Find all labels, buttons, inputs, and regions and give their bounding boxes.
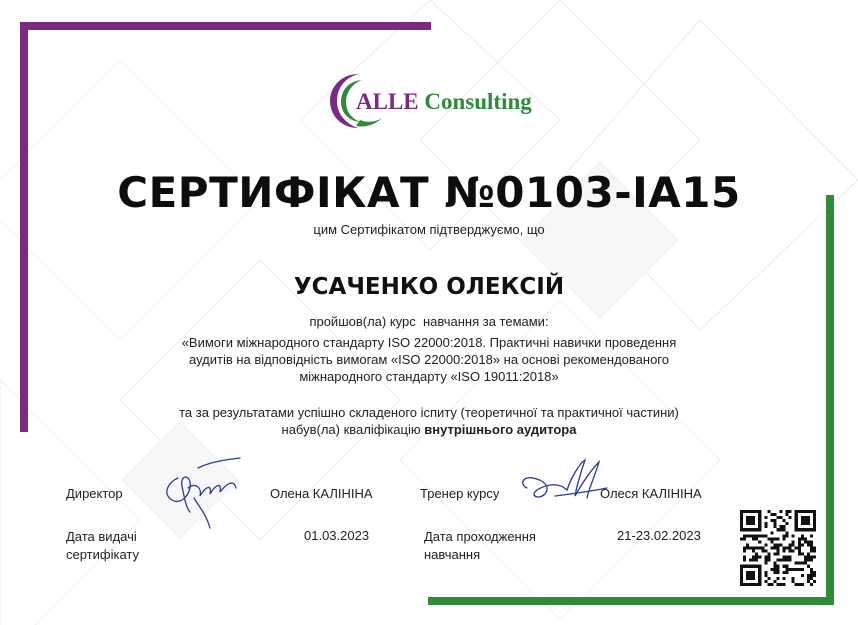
certificate-title: СЕРТИФІКАТ №0103-ІА15: [117, 168, 741, 217]
recipient-name: УСАЧЕНКО ОЛЕКСІЙ: [293, 274, 565, 300]
qualification-title: внутрішнього аудитора: [424, 422, 577, 437]
passed-course-text: пройшов(ла) курс навчання за темами:: [309, 314, 549, 329]
topic-line-1: «Вимоги міжнародного стандарту ISO 22000:2018. Практичні навички проведення: [181, 335, 677, 350]
topic-line-2: аудитів на відповідність вимогам «ISO 22000:2018» на основі рекомендованого: [189, 352, 669, 367]
training-date-label-line-2: навчання: [424, 547, 481, 562]
director-label: Директор: [66, 486, 123, 501]
issue-date-label-line-1: Дата видачі: [66, 529, 137, 544]
logo-text-alle: ALLE: [356, 89, 419, 114]
training-date-value: 21-23.02.2023: [617, 528, 701, 543]
trainer-label: Тренер курсу: [420, 486, 500, 501]
topic-line-3: міжнародного стандарту «ISO 19011:2018»: [299, 369, 559, 384]
frame-bottom-bar: [428, 597, 834, 605]
result-line-2-prefix: набув(ла) кваліфікацію: [281, 422, 425, 437]
qualification-result: [100, 404, 758, 438]
company-logo: [326, 68, 536, 132]
issue-date-label: [66, 528, 139, 564]
certificate-subtitle: цим Сертифікатом підтверджуємо, що: [313, 222, 545, 237]
frame-top-bar: [20, 22, 431, 30]
logo-wordmark: [356, 89, 532, 115]
director-name: Олена КАЛІНІНА: [270, 486, 373, 501]
issue-date-label-line-2: сертифікату: [66, 547, 139, 562]
course-topic: [120, 334, 738, 385]
qr-code-icon: [740, 510, 816, 586]
frame-right-bar: [826, 195, 834, 605]
result-line-2: [100, 421, 758, 438]
training-date-label: [424, 528, 536, 564]
result-line-1: та за результатами успішно складеного іспиту (теоретичної та практичної частини): [179, 405, 679, 420]
director-signature: [150, 448, 250, 538]
issue-date-value: 01.03.2023: [304, 528, 370, 543]
logo-text-consulting: Consulting: [424, 89, 532, 114]
training-date-label-line-1: Дата проходження: [424, 529, 536, 544]
trainer-name: Олеся КАЛІНІНА: [600, 486, 702, 501]
